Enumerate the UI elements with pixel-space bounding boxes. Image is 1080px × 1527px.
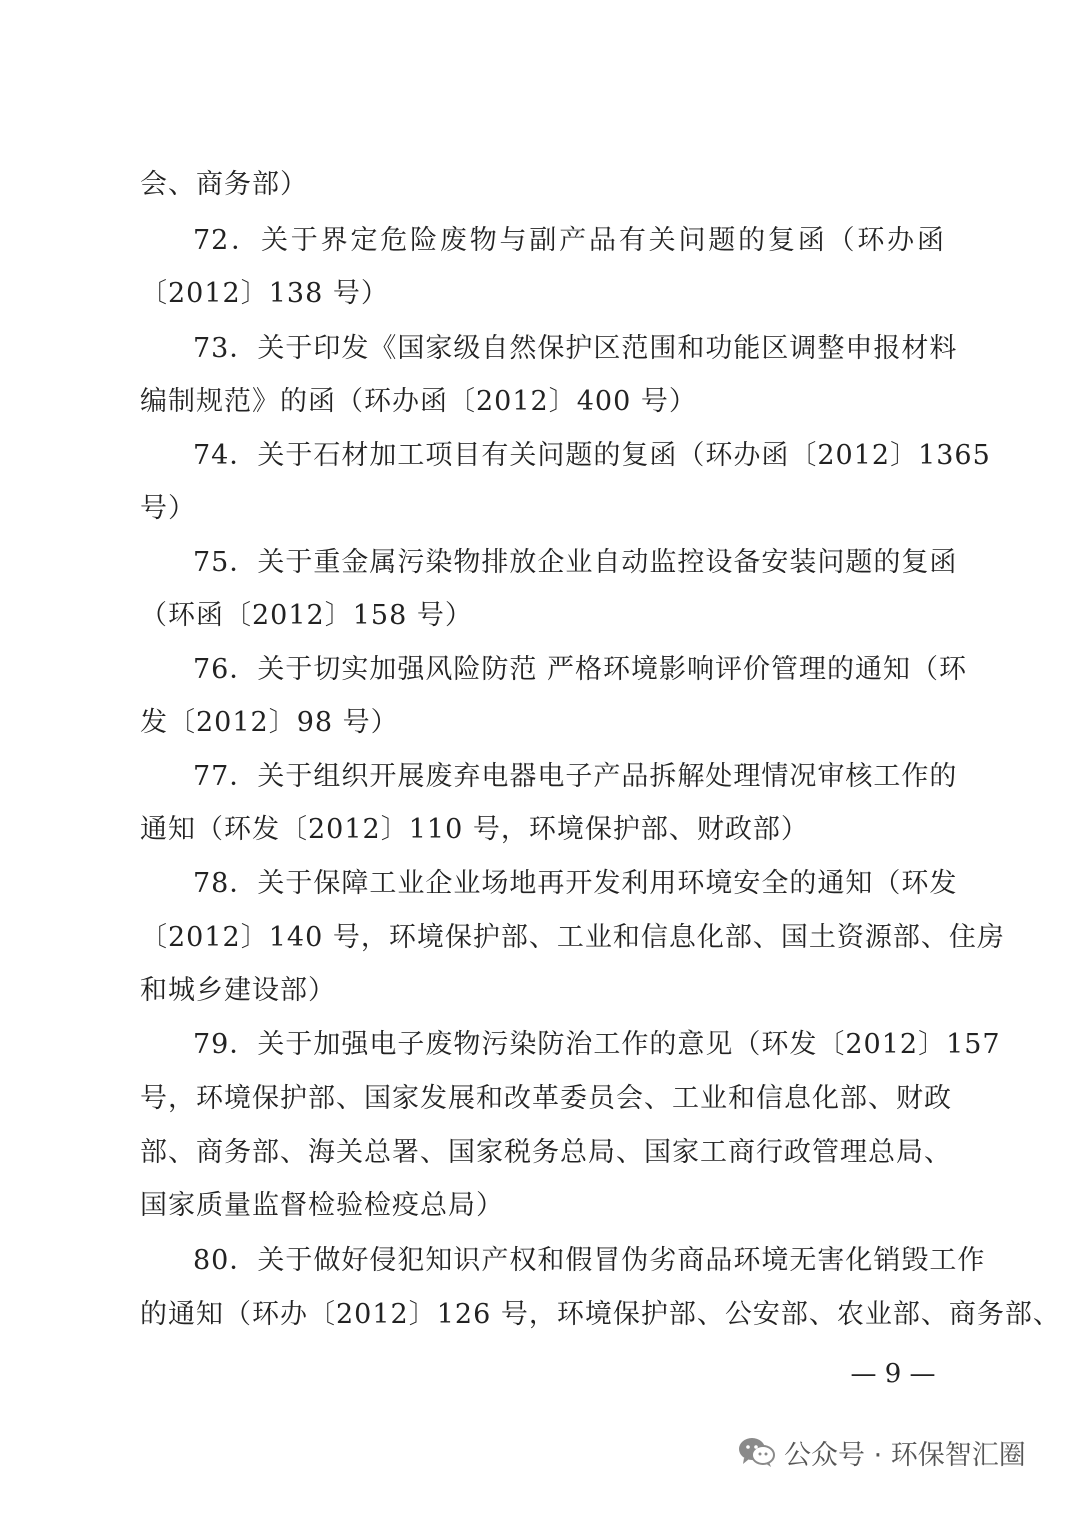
- list-item-79-line-3: 部、商务部、海关总署、国家税务总局、国家工商行政管理总局、: [140, 1137, 952, 1168]
- list-item-79-line-2: 号，环境保护部、国家发展和改革委员会、工业和信息化部、财政: [140, 1083, 952, 1114]
- list-item-78-line-3: 和城乡建设部）: [140, 975, 336, 1006]
- wechat-watermark: [738, 1430, 1026, 1474]
- list-item-72-line-2: 〔2012〕138 号）: [140, 278, 389, 309]
- list-item-73-line-2: 编制规范》的函（环办函〔2012〕400 号）: [140, 386, 697, 417]
- list-item-77-line-2: 通知（环发〔2012〕110 号，环境保护部、财政部）: [140, 814, 809, 845]
- list-item-77-line-1: 77．关于组织开展废弃电器电子产品拆解处理情况审核工作的: [193, 761, 958, 792]
- list-item-76-line-1: 76．关于切实加强风险防范 严格环境影响评价管理的通知（环: [193, 654, 967, 685]
- list-item-74-line-1: 74．关于石材加工项目有关问题的复函（环办函〔2012〕1365: [193, 440, 991, 471]
- list-item-75-line-2: （环函〔2012〕158 号）: [140, 600, 473, 631]
- wechat-icon: [738, 1436, 776, 1468]
- page-number: — 9 —: [850, 1359, 936, 1389]
- list-item-79-line-4: 国家质量监督检验检疫总局）: [140, 1190, 504, 1221]
- list-item-75-line-1: 75．关于重金属污染物排放企业自动监控设备安装问题的复函: [193, 547, 958, 578]
- list-item-78-line-2: 〔2012〕140 号，环境保护部、工业和信息化部、国土资源部、住房: [140, 922, 1005, 953]
- list-item-74-line-2: 号）: [140, 493, 196, 524]
- list-item-76-line-2: 发〔2012〕98 号）: [140, 707, 399, 738]
- list-item-79-line-1: 79．关于加强电子废物污染防治工作的意见（环发〔2012〕157: [193, 1029, 1001, 1060]
- list-item-80-line-2: 的通知（环办〔2012〕126 号，环境保护部、公安部、农业部、商务部、: [140, 1299, 1061, 1330]
- list-item-72-line-1: 72．关于界定危险废物与副产品有关问题的复函（环办函: [193, 225, 945, 256]
- text-line: 会、商务部）: [140, 169, 308, 200]
- list-item-73-line-1: 73．关于印发《国家级自然保护区范围和功能区调整申报材料: [193, 333, 958, 364]
- watermark-text: 公众号 · 环保智汇圈: [784, 1439, 1026, 1471]
- list-item-80-line-1: 80．关于做好侵犯知识产权和假冒伪劣商品环境无害化销毁工作: [193, 1245, 986, 1276]
- list-item-78-line-1: 78．关于保障工业企业场地再开发利用环境安全的通知（环发: [193, 868, 958, 899]
